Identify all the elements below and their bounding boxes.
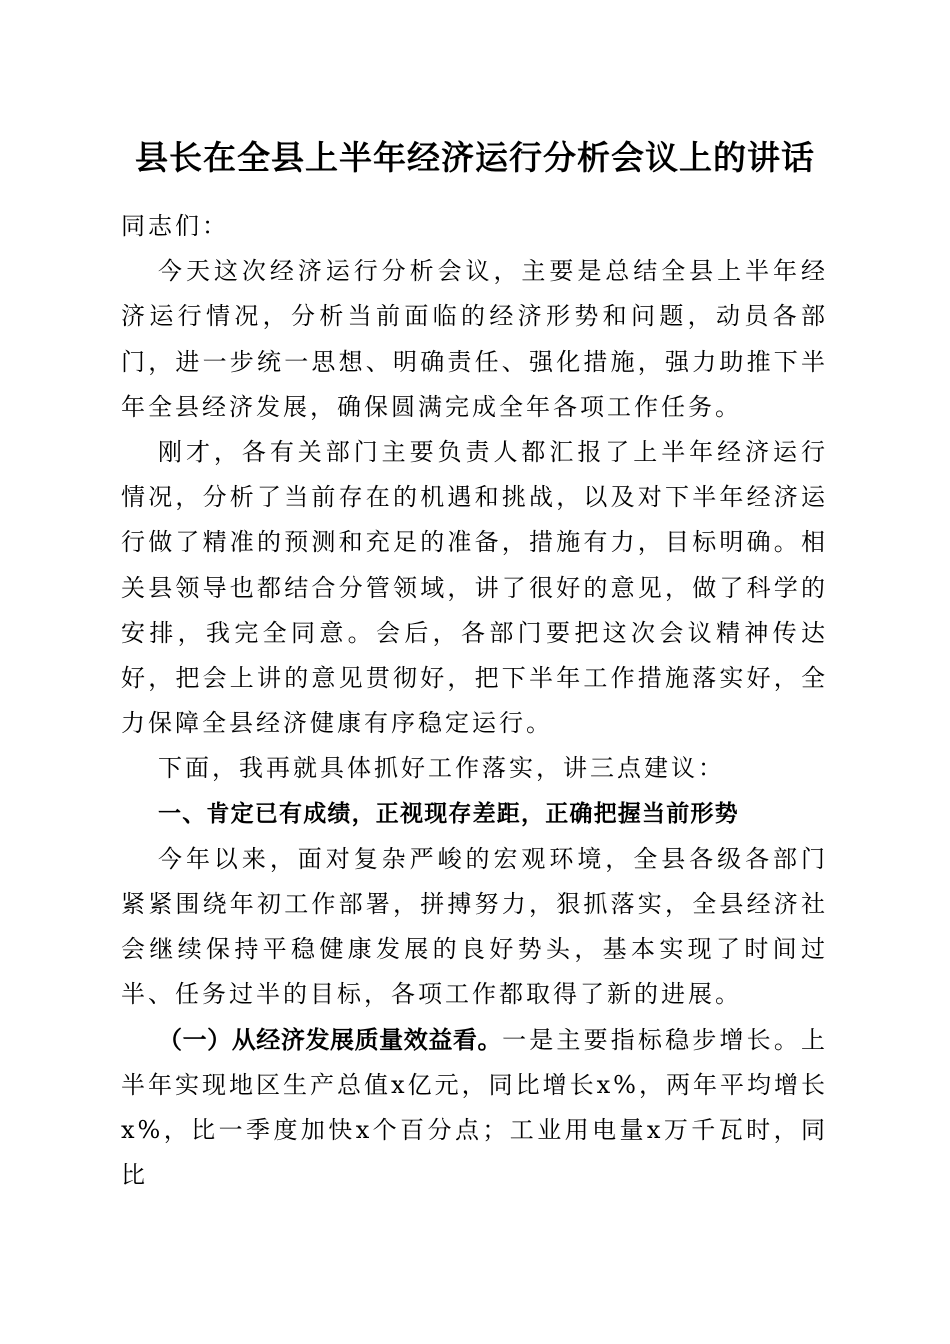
paragraph-transition: 下面，我再就具体抓好工作落实，讲三点建议： xyxy=(158,754,725,783)
salutation: 同志们： xyxy=(121,212,229,240)
subsection-text: 一是主要指标稳步增长。上半年实现地区生产总值x亿元，同比增长x%，两年平均增长x%，比一季度加快x个百分点；工业用电量x万千瓦时，同比 xyxy=(121,1025,828,1190)
subsection-paragraph xyxy=(121,1018,828,1199)
section-heading: 一、肯定已有成绩，正视现存差距，正确把握当前形势 xyxy=(158,800,739,827)
paragraph-opening: 今天这次经济运行分析会议，主要是总结全县上半年经济运行情况，分析当前面临的经济形势和问题，动员各部门，进一步统一思想、明确责任、强化措施，强力助推下半年全县经济发展，确保圆满完成全年各项工作任务。 xyxy=(121,257,828,421)
subsection-lead: （一）从经济发展质量效益看。 xyxy=(158,1025,503,1054)
document-body xyxy=(121,204,828,1198)
paragraph-reports: 刚才，各有关部门主要负责人都汇报了上半年经济运行情况，分析了当前存在的机遇和挑战，以及对下半年经济运行做了精准的预测和充足的准备，措施有力，目标明确。相关县领导也都结合分管领域，讲了很好的意见，做了科学的安排，我完全同意。会后，各部门要把这次会议精神传达好，把会上讲的意见贯彻好，把下半年工作措施落实好，全力保障全县经济健康有序稳定运行。 xyxy=(121,438,828,738)
document-title: 县长在全县上半年经济运行分析会议上的讲话 xyxy=(135,138,815,177)
section-paragraph: 今年以来，面对复杂严峻的宏观环境，全县各级各部门紧紧围绕年初工作部署，拼搏努力，狠抓落实，全县经济社会继续保持平稳健康发展的良好势头，基本实现了时间过半、任务过半的目标，各项工作都取得了新的进展。 xyxy=(121,844,828,1009)
